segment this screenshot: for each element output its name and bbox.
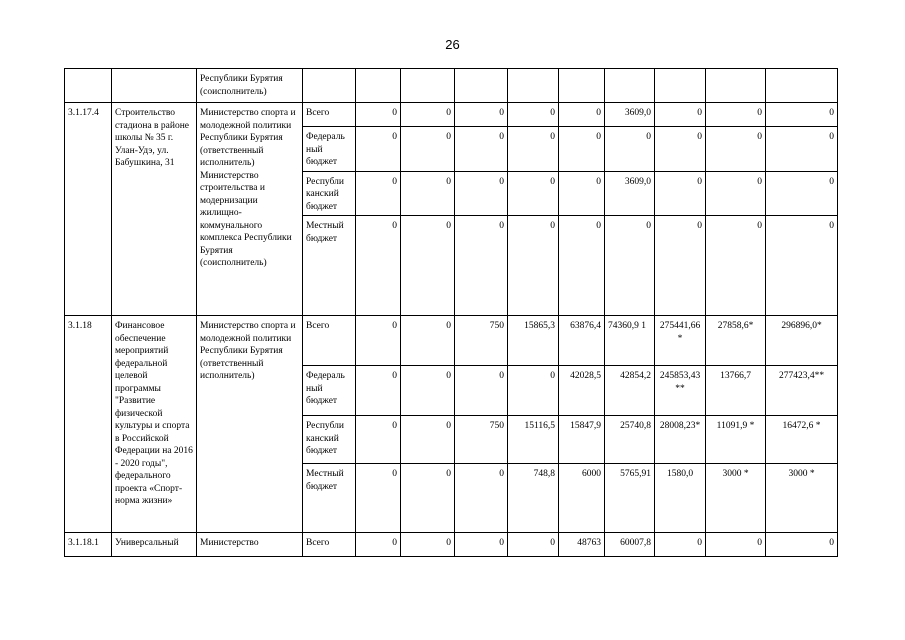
value-cell: 0 xyxy=(559,171,605,216)
value-cell: 0 xyxy=(508,366,559,416)
source-cell: Всего xyxy=(303,316,356,366)
value-cell: 0 xyxy=(401,103,455,127)
value-cell: 296896,0* xyxy=(766,316,838,366)
name-cell xyxy=(112,69,197,103)
value-cell: 13766,7 xyxy=(706,366,766,416)
value-cell: 0 xyxy=(559,127,605,172)
value-cell xyxy=(401,69,455,103)
table-row-continuation xyxy=(65,69,838,103)
value-cell xyxy=(655,69,706,103)
budget-table xyxy=(64,68,838,557)
value-cell: 3000 * xyxy=(706,464,766,533)
value-cell: 0 xyxy=(508,103,559,127)
value-cell: 0 xyxy=(655,533,706,557)
value-cell: 3000 * xyxy=(766,464,838,533)
value-cell: 15865,3 xyxy=(508,316,559,366)
value-cell: 0 xyxy=(356,216,401,316)
value-cell: 0 xyxy=(401,171,455,216)
value-cell: 0 xyxy=(455,366,508,416)
source-cell: Федераль ный бюджет xyxy=(303,366,356,416)
name-cell: Строительство стадиона в районе школы № 35 г. Улан-Удэ, ул. Бабушкина, 31 xyxy=(112,103,197,316)
value-cell: 11091,9 * xyxy=(706,416,766,464)
value-cell: 0 xyxy=(356,127,401,172)
value-cell: 0 xyxy=(706,127,766,172)
value-cell xyxy=(356,69,401,103)
code-cell: 3.1.17.4 xyxy=(65,103,112,316)
value-cell: 0 xyxy=(401,533,455,557)
value-cell xyxy=(455,69,508,103)
value-cell: 3609,0 xyxy=(605,103,655,127)
value-cell: 60007,8 xyxy=(605,533,655,557)
value-cell: 0 xyxy=(766,103,838,127)
value-cell: 27858,6* xyxy=(706,316,766,366)
value-cell: 0 xyxy=(356,464,401,533)
value-cell: 63876,4 xyxy=(559,316,605,366)
value-cell: 0 xyxy=(356,416,401,464)
code-cell: 3.1.18.1 xyxy=(65,533,112,557)
source-cell: Местный бюджет xyxy=(303,216,356,316)
source-cell: Местный бюджет xyxy=(303,464,356,533)
value-cell: 0 xyxy=(401,416,455,464)
source-cell: Всего xyxy=(303,103,356,127)
value-cell: 0 xyxy=(356,533,401,557)
source-cell: Республи канский бюджет xyxy=(303,416,356,464)
source-cell: Республи канский бюджет xyxy=(303,171,356,216)
executor-cell: Министерство спорта и молодежной политики Республики Бурятия (ответственный исполнитель) Министерство строительства и модернизации жилищно-коммунального комплекса Республики Бурятия (соисполнитель) xyxy=(197,103,303,316)
source-cell: Федераль ный бюджет xyxy=(303,127,356,172)
value-cell xyxy=(559,69,605,103)
value-cell: 0 xyxy=(508,216,559,316)
value-cell: 748,8 xyxy=(508,464,559,533)
value-cell: 0 xyxy=(455,216,508,316)
value-cell: 74360,9 1 xyxy=(605,316,655,366)
value-cell: 0 xyxy=(605,216,655,316)
value-cell: 1580,0 xyxy=(655,464,706,533)
value-cell: 0 xyxy=(559,103,605,127)
value-cell: 0 xyxy=(455,464,508,533)
value-cell xyxy=(605,69,655,103)
value-cell: 245853,43 ** xyxy=(655,366,706,416)
value-cell: 0 xyxy=(655,103,706,127)
value-cell: 48763 xyxy=(559,533,605,557)
value-cell: 0 xyxy=(401,464,455,533)
value-cell xyxy=(706,69,766,103)
source-cell: Всего xyxy=(303,533,356,557)
name-cell: Универсальный xyxy=(112,533,197,557)
value-cell: 0 xyxy=(706,533,766,557)
value-cell: 0 xyxy=(766,171,838,216)
table-row xyxy=(65,103,838,127)
value-cell: 0 xyxy=(655,171,706,216)
value-cell: 0 xyxy=(508,127,559,172)
value-cell: 3609,0 xyxy=(605,171,655,216)
value-cell: 0 xyxy=(356,103,401,127)
value-cell: 0 xyxy=(401,366,455,416)
executor-cell: Республики Бурятия (соисполнитель) xyxy=(197,69,303,103)
value-cell xyxy=(766,69,838,103)
value-cell: 0 xyxy=(508,533,559,557)
value-cell: 275441,66 * xyxy=(655,316,706,366)
value-cell: 0 xyxy=(605,127,655,172)
executor-cell: Министерство xyxy=(197,533,303,557)
page-number: 26 xyxy=(445,37,460,52)
value-cell: 16472,6 * xyxy=(766,416,838,464)
value-cell: 0 xyxy=(455,127,508,172)
value-cell: 0 xyxy=(455,103,508,127)
value-cell: 277423,4** xyxy=(766,366,838,416)
table-row xyxy=(65,316,838,366)
value-cell: 0 xyxy=(401,127,455,172)
value-cell: 0 xyxy=(401,216,455,316)
value-cell: 0 xyxy=(706,171,766,216)
name-cell: Финансовое обеспечение мероприятий федеральной целевой программы "Развитие физической культуры и спорта в Российской Федерации на 2016 - 2020 годы", федерального проекта «Спорт-норма жизни» xyxy=(112,316,197,533)
table-row xyxy=(65,533,838,557)
value-cell: 25740,8 xyxy=(605,416,655,464)
value-cell: 750 xyxy=(455,316,508,366)
value-cell: 0 xyxy=(766,533,838,557)
value-cell: 42854,2 xyxy=(605,366,655,416)
value-cell: 5765,91 xyxy=(605,464,655,533)
value-cell: 0 xyxy=(559,216,605,316)
value-cell xyxy=(508,69,559,103)
value-cell: 0 xyxy=(508,171,559,216)
value-cell: 15116,5 xyxy=(508,416,559,464)
value-cell: 0 xyxy=(455,171,508,216)
value-cell: 0 xyxy=(706,216,766,316)
value-cell: 750 xyxy=(455,416,508,464)
value-cell: 6000 xyxy=(559,464,605,533)
value-cell: 0 xyxy=(766,216,838,316)
executor-cell: Министерство спорта и молодежной политики Республики Бурятия (ответственный исполнитель) xyxy=(197,316,303,533)
value-cell: 28008,23* xyxy=(655,416,706,464)
value-cell: 0 xyxy=(766,127,838,172)
value-cell: 42028,5 xyxy=(559,366,605,416)
value-cell: 0 xyxy=(706,103,766,127)
value-cell: 0 xyxy=(356,366,401,416)
value-cell: 0 xyxy=(455,533,508,557)
value-cell: 0 xyxy=(356,316,401,366)
value-cell: 0 xyxy=(655,216,706,316)
code-cell: 3.1.18 xyxy=(65,316,112,533)
value-cell: 0 xyxy=(356,171,401,216)
source-cell xyxy=(303,69,356,103)
code-cell xyxy=(65,69,112,103)
value-cell: 15847,9 xyxy=(559,416,605,464)
value-cell: 0 xyxy=(401,316,455,366)
value-cell: 0 xyxy=(655,127,706,172)
